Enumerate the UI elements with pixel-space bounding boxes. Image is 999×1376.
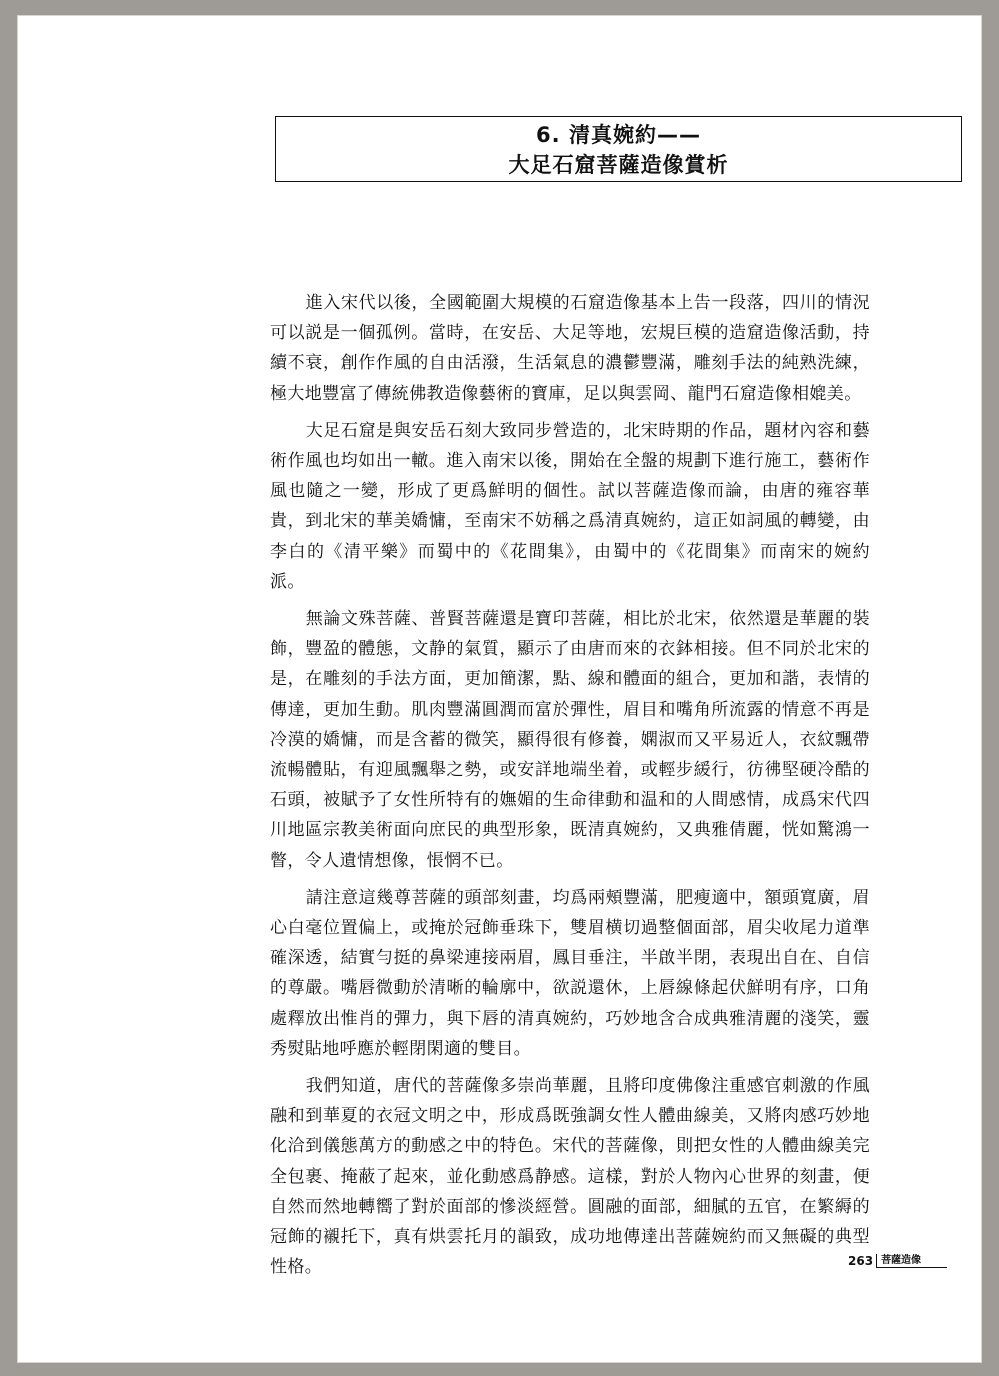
- page-number: 263: [848, 1254, 874, 1268]
- page-footer: [848, 1254, 947, 1268]
- book-page: [18, 16, 981, 1362]
- paragraph: 大足石窟是與安岳石刻大致同步營造的，北宋時期的作品，題材內容和藝術作風也均如出一轍。進入南宋以後，開始在全盤的規劃下進行施工，藝術作風也隨之一變，形成了更爲鮮明的個性。試以菩薩造像而論，由唐的雍容華貴，到北宋的華美嬌慵，至南宋不妨稱之爲清真婉約，這正如詞風的轉變，由李白的《清平樂》而蜀中的《花間集》，由蜀中的《花間集》而南宋的婉約派。: [270, 420, 870, 592]
- article-body: [270, 288, 870, 1290]
- chapter-title-line-2: 大足石窟菩薩造像賞析: [508, 153, 729, 177]
- paragraph: 我們知道，唐代的菩薩像多崇尚華麗，且將印度佛像注重感官刺激的作風融和到華夏的衣冠文明之中，形成爲既強調女性人體曲線美，又將肉感巧妙地化洽到儀態萬方的動感之中的特色。宋代的菩薩像，則把女性的人體曲線美完全包裹、掩蔽了起來，並化動感爲静感。這樣，對於人物內心世界的刻畫，便自然而然地轉嚮了對於面部的慘淡經營。圓融的面部，細膩的五官，在繁縟的冠飾的襯托下，真有烘雲托月的韻致，成功地傳達出菩薩婉約而又無礙的典型性格。: [270, 1076, 870, 1278]
- chapter-title-line-1: 6. 清真婉約——: [536, 123, 701, 147]
- running-head: 菩薩造像: [876, 1254, 947, 1268]
- chapter-title-box: [275, 116, 962, 182]
- paragraph: 請注意這幾尊菩薩的頭部刻畫，均爲兩頰豐滿，肥瘦適中，額頭寬廣，眉心白毫位置偏上，或掩於冠飾垂珠下，雙眉横切過整個面部，眉尖收尾力道準確深透，結實勻挺的鼻梁連接兩眉，鳳目垂注，半啟半閉，表現出自在、自信的尊嚴。嘴唇微動於清晰的輪廓中，欲説還休，上唇線條起伏鮮明有序，口角處釋放出惟肖的彈力，與下唇的清真婉約，巧妙地含合成典雅清麗的淺笑，靈秀熨貼地呼應於輕閉閑適的雙目。: [270, 887, 870, 1059]
- paragraph: 無論文殊菩薩、普賢菩薩還是寶印菩薩，相比於北宋，依然還是華麗的裝飾，豐盈的體態，文静的氣質，顯示了由唐而來的衣鉢相接。但不同於北宋的是，在雕刻的手法方面，更加簡潔，點、線和體面的組合，更加和諧，表情的傳達，更加生動。肌肉豐滿圓潤而富於彈性，眉目和嘴角所流露的情意不再是冷漠的嬌慵，而是含蓄的微笑，顯得很有修養，嫻淑而又平易近人，衣紋飄帶流暢體貼，有迎風飄舉之勢，或安詳地端坐着，或輕步緩行，彷彿堅硬冷酷的石頭，被賦予了女性所特有的嫵媚的生命律動和温和的人間感情，成爲宋代四川地區宗教美術面向庶民的典型形象，既清真婉約，又典雅倩麗，恍如驚鴻一瞥，令人遺情想像，悵惘不已。: [270, 609, 870, 871]
- paragraph: 進入宋代以後，全國範圍大規模的石窟造像基本上告一段落，四川的情況可以説是一個孤例。當時，在安岳、大足等地，宏規巨模的造窟造像活動，持續不衰，創作作風的自由活潑，生活氣息的濃鬱豐滿，雕刻手法的純熟洗練，極大地豐富了傳統佛教造像藝術的寶庫，足以與雲岡、龍門石窟造像相媲美。: [270, 293, 870, 404]
